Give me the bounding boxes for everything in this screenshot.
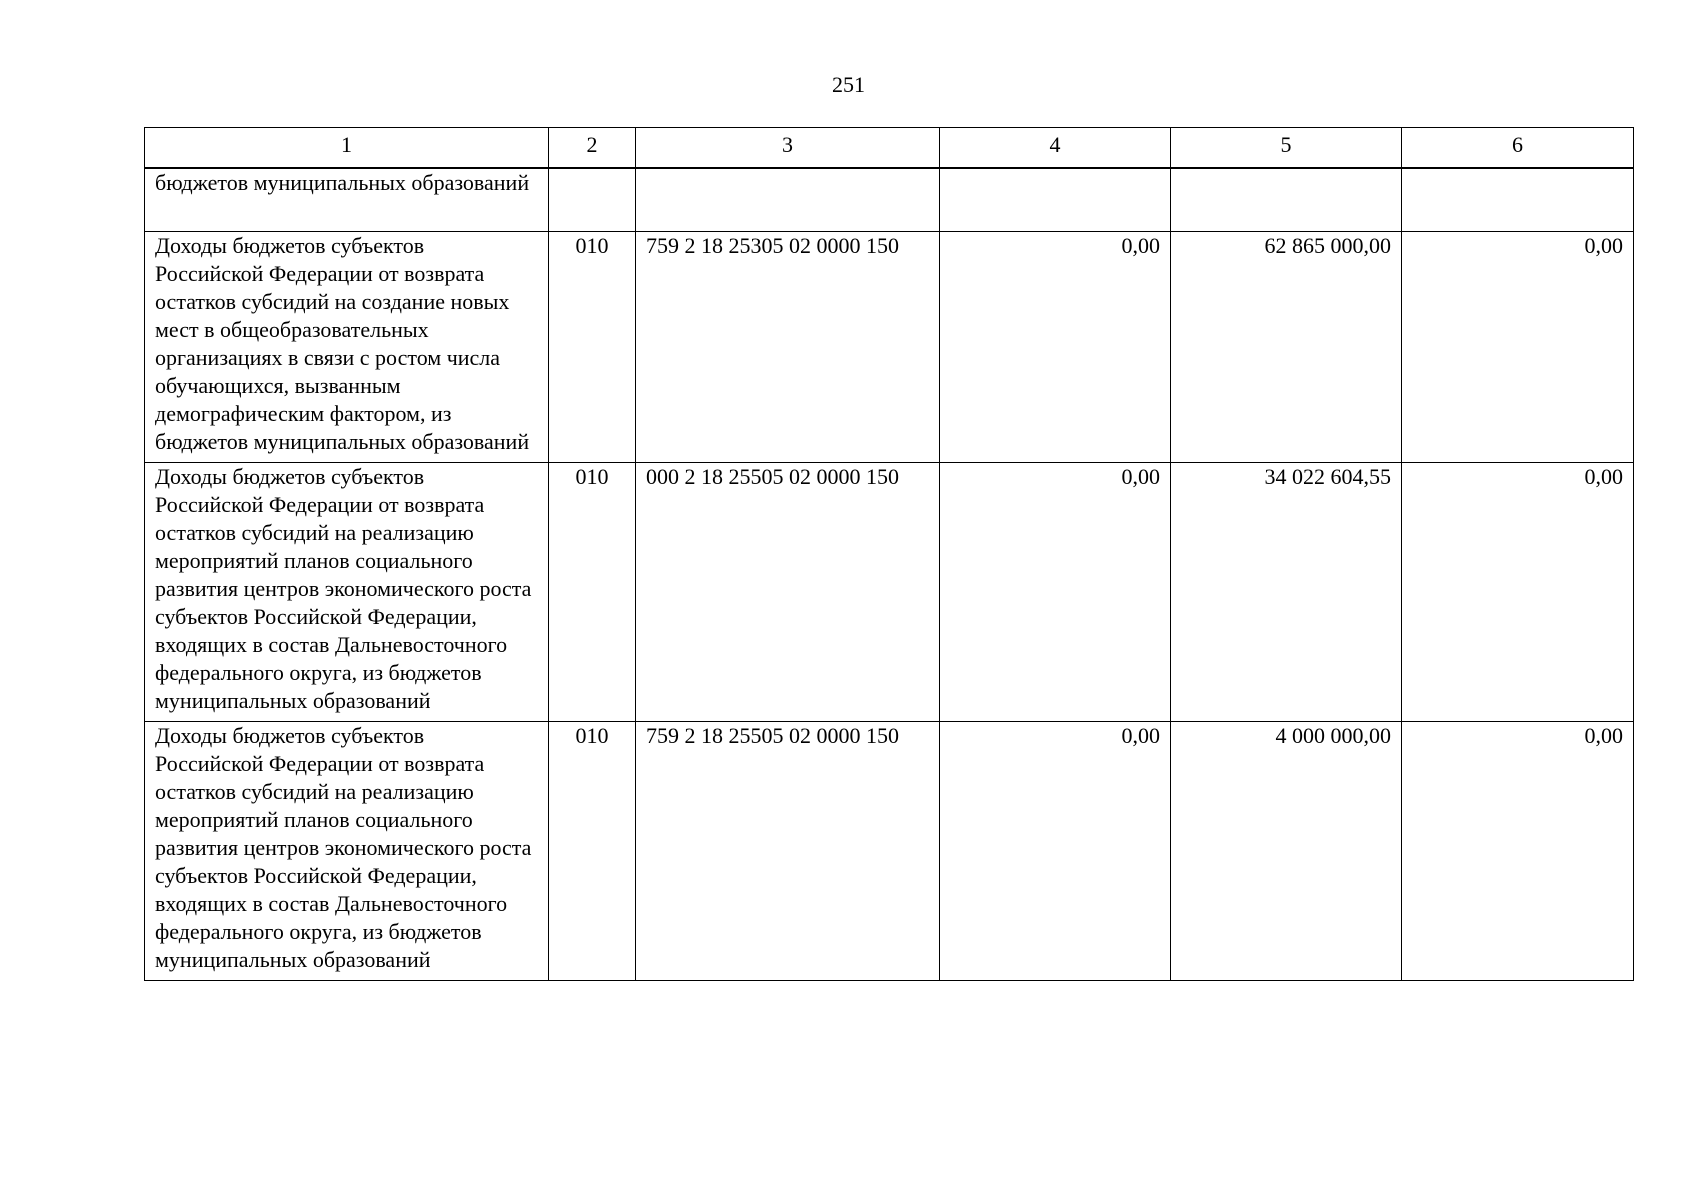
table-row — [145, 722, 1634, 981]
table-row — [145, 463, 1634, 722]
amount-col5-cell: 62 865 000,00 — [1171, 232, 1402, 463]
amount-col6-cell: 0,00 — [1402, 232, 1634, 463]
column-header-6: 6 — [1402, 128, 1634, 169]
budget-code-cell — [636, 168, 940, 232]
income-name-cell: Доходы бюджетов субъектов Российской Федерации от возврата остатков субсидий на создание новых мест в общеобразовательных организациях в связи с ростом числа обучающихся, вызванным демографическим фактором, из бюджетов муниципальных образований — [145, 232, 549, 463]
page-number: 251 — [832, 72, 865, 97]
column-header-4: 4 — [940, 128, 1171, 169]
budget-table — [144, 127, 1634, 981]
line-code-cell: 010 — [549, 232, 636, 463]
amount-col5-cell: 4 000 000,00 — [1171, 722, 1402, 981]
amount-col6-cell: 0,00 — [1402, 722, 1634, 981]
amount-col4-cell: 0,00 — [940, 232, 1171, 463]
budget-code-cell: 759 2 18 25305 02 0000 150 — [636, 232, 940, 463]
amount-col5-cell — [1171, 168, 1402, 232]
table-row — [145, 168, 1634, 232]
budget-code-cell: 759 2 18 25505 02 0000 150 — [636, 722, 940, 981]
column-header-1: 1 — [145, 128, 549, 169]
amount-col4-cell: 0,00 — [940, 722, 1171, 981]
amount-col4-cell — [940, 168, 1171, 232]
income-name-cell: Доходы бюджетов субъектов Российской Федерации от возврата остатков субсидий на реализацию мероприятий планов социального развития центров экономического роста субъектов Российской Федерации, входящих в состав Дальневосточного федерального округа, из бюджетов муниципальных образований — [145, 722, 549, 981]
amount-col4-cell: 0,00 — [940, 463, 1171, 722]
amount-col6-cell — [1402, 168, 1634, 232]
line-code-cell: 010 — [549, 722, 636, 981]
column-header-5: 5 — [1171, 128, 1402, 169]
budget-code-cell: 000 2 18 25505 02 0000 150 — [636, 463, 940, 722]
column-header-3: 3 — [636, 128, 940, 169]
table-row — [145, 232, 1634, 463]
table-header-row — [145, 128, 1634, 169]
amount-col5-cell: 34 022 604,55 — [1171, 463, 1402, 722]
amount-col6-cell: 0,00 — [1402, 463, 1634, 722]
income-name-cell: бюджетов муниципальных образований — [145, 168, 549, 232]
column-header-2: 2 — [549, 128, 636, 169]
income-name-cell: Доходы бюджетов субъектов Российской Федерации от возврата остатков субсидий на реализацию мероприятий планов социального развития центров экономического роста субъектов Российской Федерации, входящих в состав Дальневосточного федерального округа, из бюджетов муниципальных образований — [145, 463, 549, 722]
line-code-cell — [549, 168, 636, 232]
line-code-cell: 010 — [549, 463, 636, 722]
